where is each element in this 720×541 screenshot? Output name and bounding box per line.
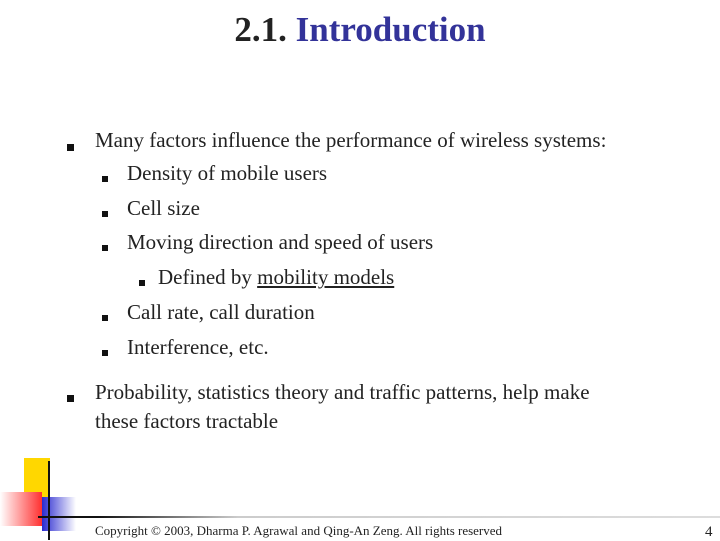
sub-bullet-text: Density of mobile users bbox=[127, 161, 328, 185]
sub-bullet-marker bbox=[102, 211, 108, 217]
deco-red-square bbox=[0, 492, 42, 526]
sub-bullet-text: Interference, etc. bbox=[127, 335, 269, 359]
sub-sub-bullet-prefix: Defined by bbox=[158, 265, 258, 289]
bullet-text-line1: Probability, statistics theory and traffic patterns, help make bbox=[95, 380, 590, 404]
slide-title bbox=[0, 10, 720, 50]
sub-bullet-marker bbox=[102, 350, 108, 356]
sub-sub-bullet-text bbox=[158, 265, 394, 289]
page-number: 4 bbox=[705, 524, 713, 540]
title-number: 2.1. bbox=[234, 10, 287, 49]
deco-horizontal-line bbox=[38, 516, 720, 518]
sub-bullet-text: Cell size bbox=[127, 196, 200, 220]
bullet-text-line2: these factors tractable bbox=[95, 409, 279, 433]
sub-bullet-marker bbox=[102, 245, 108, 251]
sub-bullet-text: Moving direction and speed of users bbox=[127, 230, 434, 254]
bullet-text: Many factors influence the performance of wireless systems: bbox=[95, 128, 607, 152]
title-text: Introduction bbox=[295, 10, 486, 49]
bullet-marker bbox=[67, 395, 74, 402]
sub-bullet-marker bbox=[102, 176, 108, 182]
deco-vertical-line bbox=[48, 461, 50, 540]
footer-copyright: Copyright © 2003, Dharma P. Agrawal and Qing-An Zeng. All rights reserved bbox=[95, 523, 503, 538]
sub-bullet-text: Call rate, call duration bbox=[127, 300, 315, 324]
sub-bullet-marker bbox=[102, 315, 108, 321]
sub-sub-bullet-marker bbox=[139, 280, 145, 286]
mobility-models-link[interactable]: mobility models bbox=[257, 265, 395, 289]
bullet-marker bbox=[67, 144, 74, 151]
